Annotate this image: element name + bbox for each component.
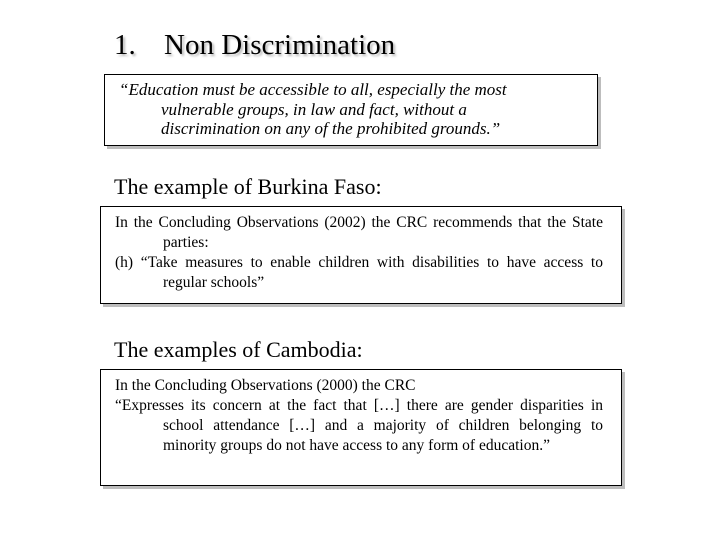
cambodia-intro: In the Concluding Observations (2000) the CRC	[115, 377, 416, 394]
quote-line: discrimination on any of the prohibited grounds.”	[161, 119, 501, 138]
burkina-faso-heading: The example of Burkina Faso:	[114, 174, 382, 199]
quote-line: “Education must be accessible to all, especially the most	[119, 80, 507, 99]
title-text: Non Discrimination	[164, 29, 396, 61]
quote-box	[104, 74, 598, 146]
slide-title	[114, 26, 395, 64]
cambodia-box	[100, 369, 622, 486]
quote-line: vulnerable groups, in law and fact, without a	[161, 99, 467, 119]
cambodia-concern: “Expresses its concern at the fact that […] there are gender disparities in school attendance […] and a majority of children belonging to minority groups do not have access to any form of education.”	[115, 397, 603, 454]
burkina-faso-intro: In the Concluding Observations (2002) the CRC recommends that the State parties:	[115, 214, 603, 251]
cambodia-heading: The examples of Cambodia:	[114, 337, 363, 362]
title-number: 1.	[114, 29, 136, 61]
burkina-faso-recommendation: (h) “Take measures to enable children with disabilities to have access to regular schools”	[115, 254, 603, 291]
burkina-faso-box	[100, 206, 622, 304]
